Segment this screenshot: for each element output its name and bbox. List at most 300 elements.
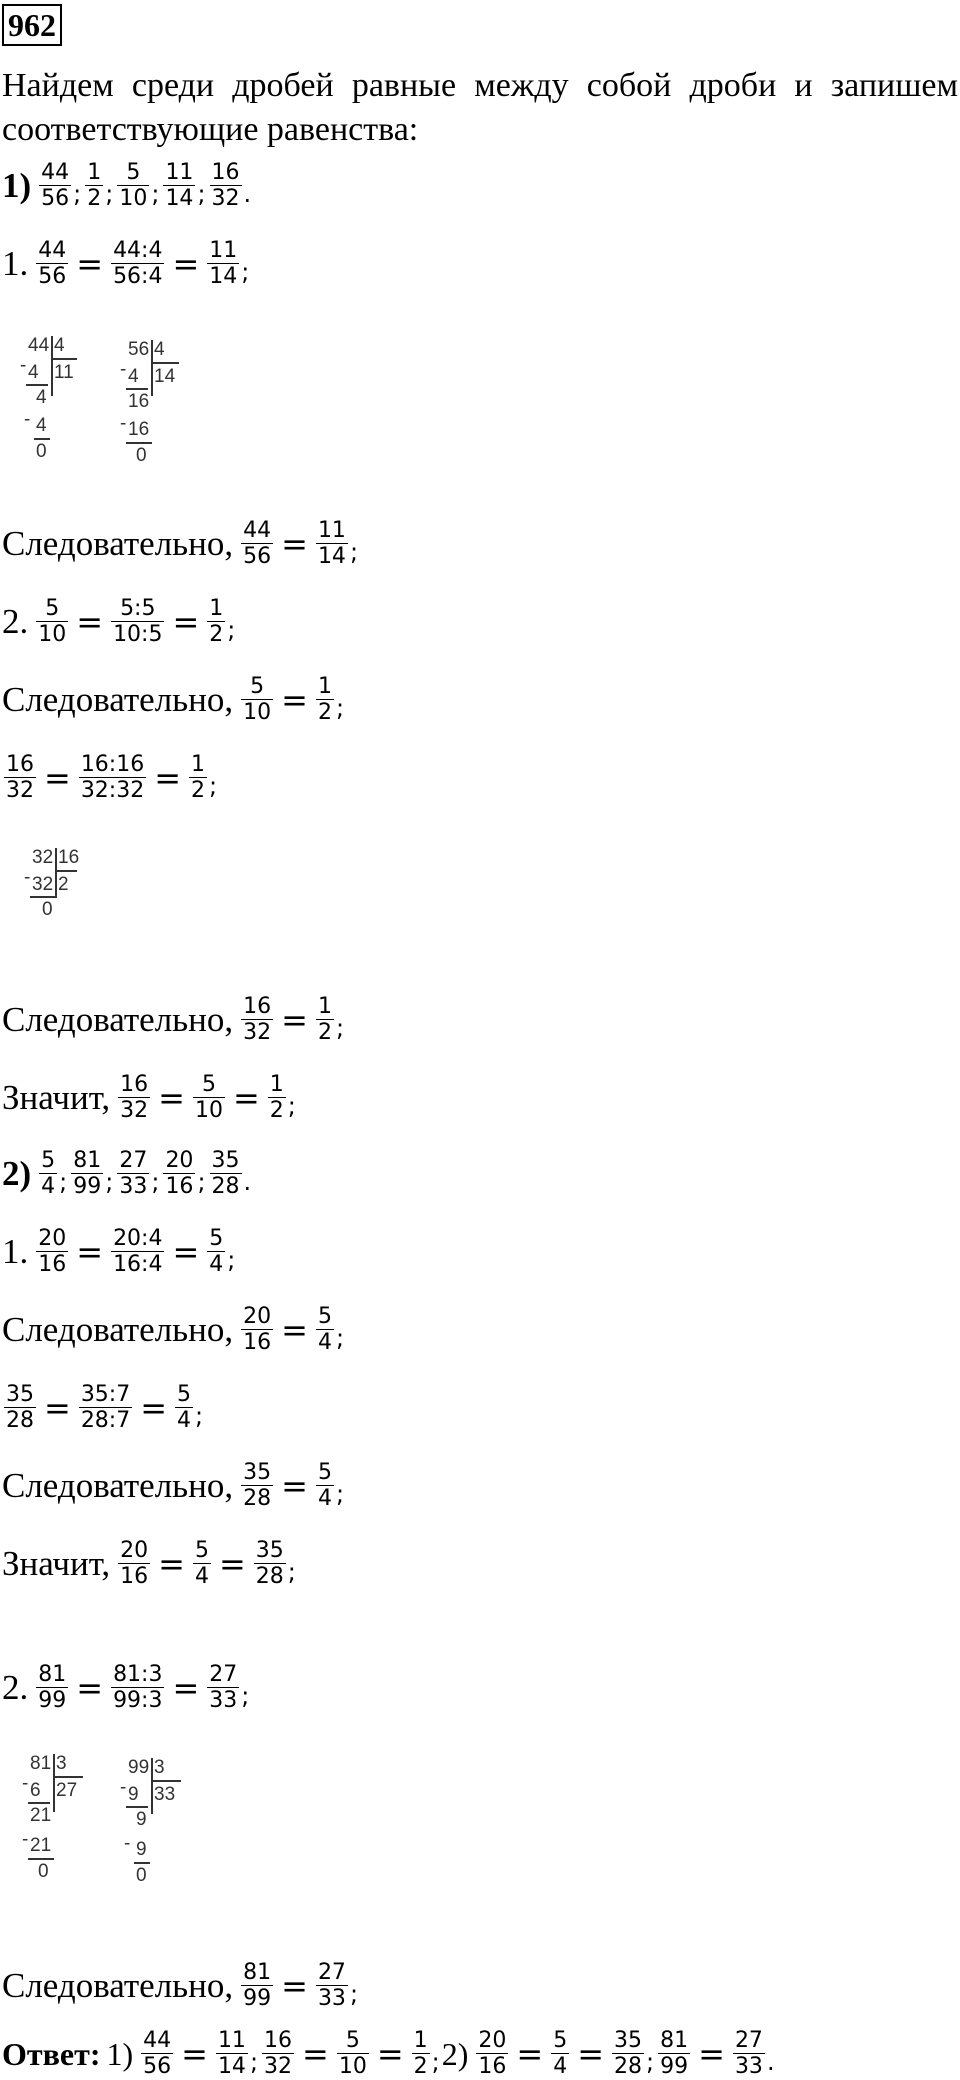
denominator: 4 [41, 1174, 56, 1200]
division-digit: 16 [128, 419, 150, 440]
division-digit: - [120, 413, 127, 434]
denominator: 28:7 [80, 1408, 131, 1434]
division-rule [51, 358, 77, 360]
equals-sign: = [281, 1466, 308, 1505]
division-digit: - [120, 1777, 127, 1798]
numerator: 44:4 [113, 238, 163, 263]
denominator: 33 [119, 1174, 148, 1200]
fraction [111, 238, 164, 290]
fraction [111, 596, 164, 648]
division-digit: 27 [56, 1780, 78, 1801]
numerator: 35 [6, 1382, 34, 1407]
numerator: 35 [614, 2028, 643, 2053]
denominator: 33 [734, 2054, 763, 2080]
exercise-number: 962 [2, 4, 62, 46]
denominator: 16 [478, 2054, 507, 2080]
punctuation: ; [241, 257, 250, 286]
line-label: Следовательно, [2, 524, 234, 564]
fraction [254, 1538, 286, 1590]
numerator: 27 [209, 1662, 238, 1687]
punctuation: ; [335, 693, 345, 722]
numerator: 35 [243, 1460, 272, 1485]
equation-step-2-1 [2, 1226, 237, 1278]
denominator: 10 [338, 2054, 367, 2080]
division-digit: 6 [30, 1780, 41, 1801]
fraction [118, 1538, 150, 1590]
numerator: 81 [660, 2028, 689, 2053]
denominator: 2 [209, 622, 224, 648]
fraction [207, 1226, 225, 1278]
numerator: 20 [165, 1148, 194, 1173]
fraction [36, 1662, 68, 1714]
numerator: 16 [211, 160, 240, 185]
answer-line [2, 2028, 777, 2080]
numerator: 44 [38, 238, 67, 263]
numerator: 11 [165, 160, 194, 185]
equals-sign: = [281, 524, 308, 563]
fraction [207, 596, 225, 648]
fraction [71, 1148, 103, 1200]
division-rule [28, 1858, 54, 1860]
equation-step-1-2 [2, 596, 237, 648]
numerator: 5 [317, 1304, 332, 1329]
division-digit: 4 [36, 387, 47, 408]
summary-part1 [2, 1072, 298, 1124]
division-digit: 11 [54, 362, 74, 383]
numerator: 1 [209, 596, 224, 621]
fraction [39, 160, 71, 212]
denominator: 10 [243, 700, 272, 726]
line-label: Значит, [2, 1078, 111, 1118]
division-rule [151, 340, 153, 396]
equals-sign: = [76, 244, 104, 283]
division-digit: 4 [36, 415, 47, 436]
numerator: 20:4 [113, 1226, 163, 1251]
fraction [412, 2028, 430, 2080]
fraction [216, 2028, 248, 2080]
numerator: 16 [264, 2028, 293, 2053]
division-digit: 4 [128, 366, 139, 387]
equals-sign: = [172, 1232, 200, 1271]
division-rule [126, 1806, 148, 1808]
numerator: 5 [317, 1460, 332, 1485]
denominator: 28 [6, 1408, 34, 1434]
denominator: 32 [120, 1098, 149, 1124]
equals-sign: = [281, 1966, 308, 2005]
denominator: 28 [243, 1486, 272, 1512]
equals-sign: = [140, 1388, 168, 1427]
denominator: 16 [165, 1174, 194, 1200]
fraction [207, 1662, 239, 1714]
fraction [262, 2028, 294, 2080]
numerator: 5 [345, 2028, 360, 2053]
denominator: 99 [38, 1688, 67, 1714]
equals-sign: = [218, 1544, 246, 1583]
punctuation: ; [197, 1167, 206, 1196]
numerator: 5 [41, 1148, 56, 1173]
equals-sign: = [76, 1668, 104, 1707]
division-digit: - [20, 355, 27, 376]
division-digit: 9 [136, 1809, 147, 1830]
conclusion-5-10 [2, 674, 346, 726]
numerator: 5 [126, 160, 141, 185]
equals-sign: = [376, 2034, 404, 2073]
equals-sign: = [76, 602, 104, 641]
equals-sign: = [44, 758, 71, 797]
fraction [111, 1662, 164, 1714]
fraction [337, 2028, 369, 2080]
numerator: 35:7 [80, 1382, 131, 1407]
division-digit: 14 [154, 366, 176, 387]
denominator: 32:32 [80, 778, 145, 804]
punctuation: ; [197, 179, 206, 208]
line-label: 1) [106, 2035, 134, 2072]
step-label: 1. [2, 244, 29, 284]
fraction [193, 1072, 225, 1124]
division-rule [151, 362, 179, 364]
denominator: 2 [413, 2054, 428, 2080]
division-rule [151, 1780, 181, 1782]
division-rule [26, 384, 48, 386]
fraction [241, 994, 273, 1046]
denominator: 14 [317, 544, 346, 570]
denominator: 28 [614, 2054, 643, 2080]
denominator: 2 [317, 1020, 332, 1046]
division-rule [55, 870, 77, 872]
division-digit: 3 [154, 1757, 165, 1778]
fraction [207, 238, 239, 290]
numerator: 5:5 [120, 596, 156, 621]
denominator: 33 [317, 1986, 346, 2012]
fraction [163, 1148, 195, 1200]
division-digit: 56 [128, 339, 150, 360]
punctuation: ; [241, 1681, 250, 1710]
division-digit: 0 [36, 441, 47, 462]
conclusion-20-16 [2, 1304, 346, 1356]
fraction [163, 160, 195, 212]
division-rule [34, 438, 50, 440]
division-digit: 0 [42, 899, 53, 920]
numerator: 44 [41, 160, 70, 185]
fraction [476, 2028, 508, 2080]
intro-text: Найдем среди дробей равные между собой дроби и запишем соответствующие равенства: [2, 67, 958, 148]
denominator: 32 [6, 778, 34, 804]
conclusion-16-32 [2, 994, 346, 1046]
numerator: 16:16 [80, 752, 145, 777]
answer-label: Ответ: [2, 2035, 101, 2072]
fraction [117, 160, 149, 212]
punctuation: ; [349, 1979, 359, 2008]
part1-fraction-list [2, 160, 253, 212]
fraction [39, 1148, 57, 1200]
fraction [4, 1382, 36, 1434]
division-rule [30, 896, 56, 898]
denominator: 28 [255, 1564, 284, 1590]
division-digit: - [120, 359, 127, 380]
fraction [36, 1226, 68, 1278]
denominator: 4 [317, 1330, 332, 1356]
numerator: 1 [191, 752, 206, 777]
line-label: 2. [2, 1668, 29, 1708]
fraction [85, 160, 103, 212]
division-rule [51, 336, 53, 396]
punctuation: ; [287, 1091, 296, 1120]
division-digit: 9 [128, 1784, 139, 1805]
division-digit: 32 [32, 847, 54, 868]
denominator: 14 [209, 264, 238, 290]
denominator: 4 [194, 1564, 209, 1590]
punctuation: . [766, 2047, 775, 2076]
numerator: 11 [317, 518, 346, 543]
punctuation: ; [195, 1401, 204, 1430]
denominator: 16 [120, 1564, 149, 1590]
numerator: 1 [413, 2028, 428, 2053]
numerator: 1 [269, 1072, 284, 1097]
fraction [316, 1460, 334, 1512]
line-label: Следовательно, [2, 680, 234, 720]
denominator: 4 [209, 1252, 224, 1278]
denominator: 10 [38, 622, 67, 648]
division-rule [126, 442, 152, 444]
numerator: 16 [120, 1072, 149, 1097]
fraction [36, 596, 68, 648]
part2-label: 2) [2, 1154, 32, 1194]
denominator: 16 [243, 1330, 272, 1356]
denominator: 56 [143, 2054, 172, 2080]
denominator: 2 [191, 778, 206, 804]
fraction [316, 1304, 334, 1356]
numerator: 5 [45, 596, 60, 621]
fraction [316, 674, 334, 726]
division-rule [134, 1862, 150, 1864]
numerator: 16 [6, 752, 34, 777]
punctuation: ; [227, 615, 236, 644]
division-digit: 0 [136, 1865, 147, 1886]
fraction [316, 518, 348, 570]
punctuation: ; [105, 179, 114, 208]
numerator: 81 [38, 1662, 67, 1687]
summary-part2-1 [2, 1538, 298, 1590]
equals-sign: = [172, 1668, 200, 1707]
fraction [612, 2028, 644, 2080]
denominator: 32 [211, 186, 240, 212]
numerator: 16 [243, 994, 272, 1019]
equals-sign: = [181, 2034, 208, 2073]
division-digit: 4 [28, 362, 39, 383]
fraction [241, 1960, 273, 2012]
division-digit: 4 [154, 339, 165, 360]
division-digit: 9 [136, 1839, 147, 1860]
fraction [141, 2028, 173, 2080]
punctuation: ; [249, 2047, 259, 2076]
line-label: 1. [2, 1232, 29, 1272]
punctuation: . [243, 1167, 252, 1196]
punctuation: ; [335, 1479, 345, 1508]
numerator: 81:3 [113, 1662, 163, 1687]
denominator: 99:3 [113, 1688, 163, 1714]
fraction [210, 160, 242, 212]
division-digit: - [22, 1773, 29, 1794]
line-label: Следовательно, [2, 1966, 234, 2006]
equals-sign: = [172, 244, 200, 283]
fraction [241, 1460, 273, 1512]
numerator: 5 [553, 2028, 568, 2053]
denominator: 14 [217, 2054, 246, 2080]
numerator: 81 [243, 1960, 272, 1985]
equals-sign: = [76, 1232, 104, 1271]
fraction [175, 1382, 193, 1434]
equals-sign: = [158, 1078, 185, 1117]
division-digit: - [22, 1829, 29, 1850]
numerator: 5 [250, 674, 265, 699]
part2-fraction-list [2, 1148, 253, 1200]
conclusion-44-56 [2, 518, 360, 570]
denominator: 4 [553, 2054, 568, 2080]
fraction [117, 1148, 149, 1200]
denominator: 14 [165, 186, 194, 212]
division-rule [53, 1776, 83, 1778]
equation-16-32 [2, 752, 219, 804]
numerator: 20 [38, 1226, 67, 1251]
numerator: 1 [87, 160, 102, 185]
denominator: 2 [87, 186, 102, 212]
division-digit: 44 [28, 335, 50, 356]
equals-sign: = [281, 1000, 308, 1039]
division-rule [53, 1754, 55, 1812]
denominator: 4 [177, 1408, 192, 1434]
equals-sign: = [154, 758, 182, 797]
punctuation: ; [151, 1167, 160, 1196]
fraction [551, 2028, 569, 2080]
denominator: 2 [269, 1098, 284, 1124]
denominator: 56 [41, 186, 70, 212]
fraction [4, 752, 36, 804]
numerator: 1 [317, 994, 332, 1019]
division-digit: 0 [136, 445, 147, 466]
division-digit: 33 [154, 1784, 176, 1805]
line-label: Значит, [2, 1544, 111, 1584]
division-rule [126, 388, 148, 390]
equals-sign: = [302, 2034, 329, 2073]
numerator: 44 [243, 518, 272, 543]
punctuation: ; [209, 771, 218, 800]
fraction [111, 1226, 164, 1278]
numerator: 35 [211, 1148, 240, 1173]
numerator: 5 [209, 1226, 224, 1251]
division-digit: 2 [58, 874, 69, 895]
denominator: 33 [209, 1688, 238, 1714]
equation-step-1-1 [2, 238, 251, 290]
fraction [79, 752, 146, 804]
equals-sign: = [577, 2034, 605, 2073]
fraction [316, 1960, 348, 2012]
line-label: Следовательно, [2, 1000, 234, 1040]
numerator: 5 [177, 1382, 192, 1407]
division-digit: - [24, 409, 31, 430]
division-digit: - [124, 1833, 131, 1854]
denominator: 28 [211, 1174, 240, 1200]
fraction [241, 1304, 273, 1356]
numerator: 35 [255, 1538, 284, 1563]
equals-sign: = [516, 2034, 544, 2073]
fraction [193, 1538, 211, 1590]
denominator: 4 [317, 1486, 332, 1512]
denominator: 99 [660, 2054, 689, 2080]
denominator: 56 [243, 544, 272, 570]
equals-sign: = [158, 1544, 185, 1583]
punctuation: ; [431, 2047, 440, 2076]
numerator: 44 [143, 2028, 172, 2053]
division-rule [151, 1758, 153, 1814]
fraction [658, 2028, 690, 2080]
line-label: 2) [441, 2035, 469, 2072]
conclusion-81-99 [2, 1960, 360, 2012]
fraction [36, 238, 68, 290]
division-digit: 21 [30, 1835, 52, 1856]
conclusion-35-28 [2, 1460, 346, 1512]
numerator: 81 [73, 1148, 102, 1173]
division-digit: 4 [54, 335, 65, 356]
division-digit: 3 [56, 1753, 67, 1774]
denominator: 16 [38, 1252, 67, 1278]
denominator: 16:4 [113, 1252, 163, 1278]
numerator: 27 [734, 2028, 763, 2053]
punctuation: ; [349, 537, 359, 566]
division-digit: 81 [30, 1753, 52, 1774]
numerator: 11 [209, 238, 238, 263]
line-label: 2. [2, 602, 29, 642]
denominator: 32 [264, 2054, 293, 2080]
division-digit: 16 [128, 391, 150, 412]
denominator: 10 [119, 186, 148, 212]
denominator: 99 [73, 1174, 102, 1200]
equals-sign: = [172, 602, 200, 641]
numerator: 27 [317, 1960, 346, 1985]
fraction [733, 2028, 765, 2080]
numerator: 5 [194, 1538, 209, 1563]
numerator: 20 [243, 1304, 272, 1329]
division-digit: 99 [128, 1757, 150, 1778]
punctuation: ; [73, 179, 82, 208]
denominator: 2 [317, 700, 332, 726]
punctuation: ; [287, 1557, 296, 1586]
denominator: 10:5 [113, 622, 163, 648]
fraction [241, 674, 273, 726]
numerator: 1 [317, 674, 332, 699]
equals-sign: = [232, 1078, 260, 1117]
equation-step-2-2 [2, 1662, 251, 1714]
punctuation: ; [105, 1167, 114, 1196]
fraction [241, 518, 273, 570]
numerator: 20 [478, 2028, 507, 2053]
fraction [79, 1382, 132, 1434]
denominator: 56:4 [113, 264, 163, 290]
numerator: 20 [120, 1538, 149, 1563]
punctuation: ; [59, 1167, 68, 1196]
part1-label: 1) [2, 166, 32, 206]
division-digit: 0 [38, 1861, 49, 1882]
numerator: 27 [119, 1148, 148, 1173]
denominator: 10 [194, 1098, 223, 1124]
division-rule [28, 1802, 50, 1804]
fraction [118, 1072, 150, 1124]
fraction [316, 994, 334, 1046]
equals-sign: = [698, 2034, 725, 2073]
line-label: Следовательно, [2, 1466, 234, 1506]
fraction [189, 752, 207, 804]
numerator: 5 [201, 1072, 216, 1097]
division-digit: 21 [30, 1805, 52, 1826]
